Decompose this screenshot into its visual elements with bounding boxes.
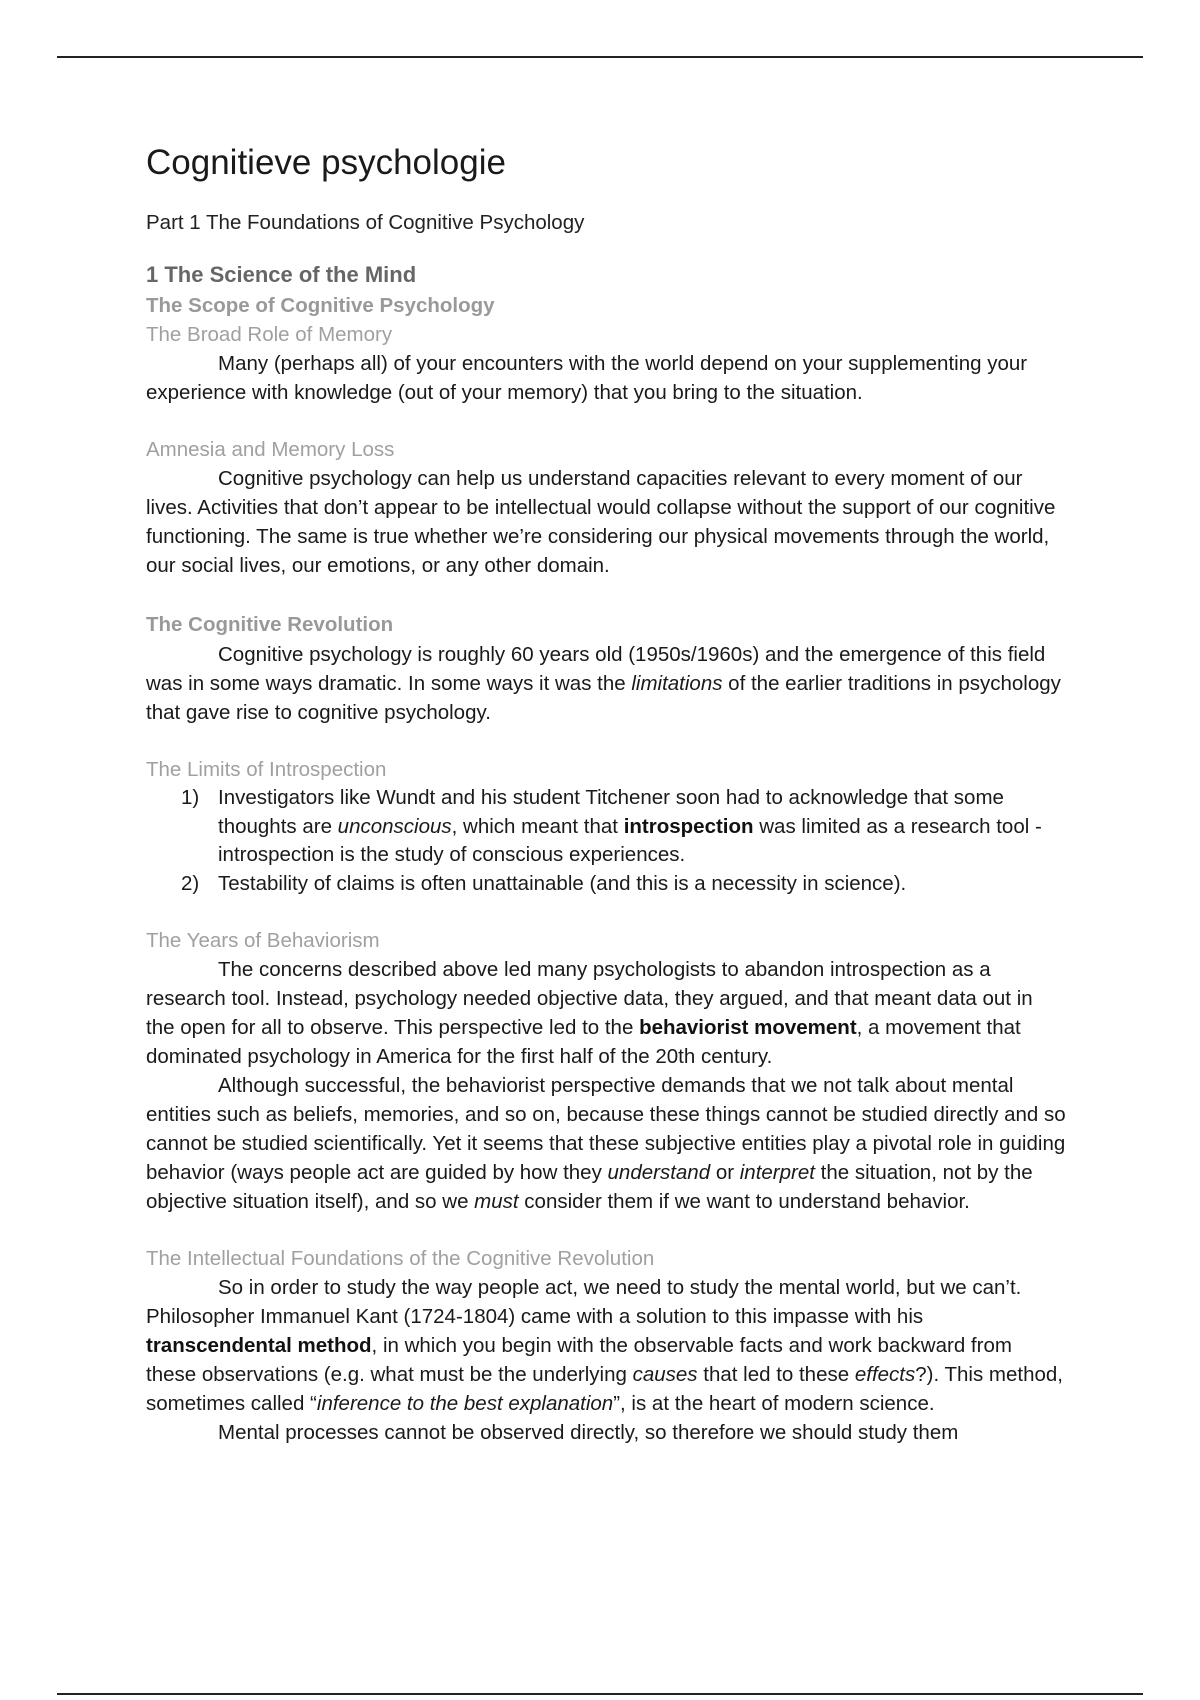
- paragraph-behaviorism-2: Although successful, the behaviorist perspective demands that we not talk about mental entities such as beliefs, memories, and so on, because these things cannot be studied directly and so cannot be studied scientifically. Yet it seems that these subjective entities play a pivotal role in guiding behavior (ways people act are guided by how they understand or interpret the situation, not by the objective situation itself), and so we must consider them if we want to understand behavior.: [146, 1074, 1066, 1213]
- subheading-intellectual-foundations: The Intellectual Foundations of the Cognitive Revolution: [146, 1247, 655, 1270]
- introspection-list: [146, 784, 1066, 898]
- paragraph-foundations-2: Mental processes cannot be observed directly, so therefore we should study them: [218, 1421, 959, 1444]
- section-heading-cognitive-revolution: The Cognitive Revolution: [146, 613, 394, 636]
- list-item: 1) Investigators like Wundt and his student Titchener soon had to acknowledge that some thoughts are unconscious, which meant that introspection was limited as a research tool -introspection is the study of conscious experiences.: [181, 786, 1042, 866]
- paragraph-broad-role: Many (perhaps all) of your encounters with the world depend on your supplementing your experience with knowledge (out of your memory) that you bring to the situation.: [146, 352, 1028, 404]
- document-subtitle: Part 1 The Foundations of Cognitive Psychology: [146, 211, 585, 234]
- paragraph-cognitive-revolution: Cognitive psychology is roughly 60 years old (1950s/1960s) and the emergence of this field was in some ways dramatic. In some ways it was the limitations of the earlier traditions in psychology that gave rise to cognitive psychology.: [146, 643, 1061, 724]
- paragraph-behaviorism-1: The concerns described above led many psychologists to abandon introspection as a research tool. Instead, psychology needed objective data, they argued, and that meant data out in the open for all to observe. This perspective led to the behaviorist movement, a movement that dominated psychology in America for the first half of the 20th century.: [146, 958, 1033, 1068]
- subheading-limits-of-introspection: The Limits of Introspection: [146, 758, 387, 781]
- document-page: [146, 140, 1066, 1447]
- page-top-rule: [57, 56, 1143, 58]
- document-title: Cognitieve psychologie: [146, 143, 506, 182]
- paragraph-foundations-1: So in order to study the way people act, we need to study the mental world, but we can’t. Philosopher Immanuel Kant (1724-1804) came with a solution to this impasse with his transcendental method, in which you begin with the observable facts and work backward from these observations (e.g. what must be the underlying causes that led to these effects?). This method, sometimes called “inference to the best explanation”, is at the heart of modern science.: [146, 1276, 1063, 1415]
- subheading-amnesia: Amnesia and Memory Loss: [146, 438, 395, 461]
- section-heading-scope: The Scope of Cognitive Psychology: [146, 294, 495, 317]
- subheading-broad-role-of-memory: The Broad Role of Memory: [146, 323, 393, 346]
- subheading-years-of-behaviorism: The Years of Behaviorism: [146, 929, 380, 952]
- paragraph-amnesia: Cognitive psychology can help us understand capacities relevant to every moment of our lives. Activities that don’t appear to be intellectual would collapse without the support of our cognitive functioning. The same is true whether we’re considering our physical movements through the world, our social lives, our emotions, or any other domain.: [146, 467, 1056, 577]
- chapter-heading: 1 The Science of the Mind: [146, 262, 417, 287]
- page-bottom-rule: [57, 1693, 1143, 1695]
- list-item: 2) Testability of claims is often unattainable (and this is a necessity in science).: [181, 871, 907, 895]
